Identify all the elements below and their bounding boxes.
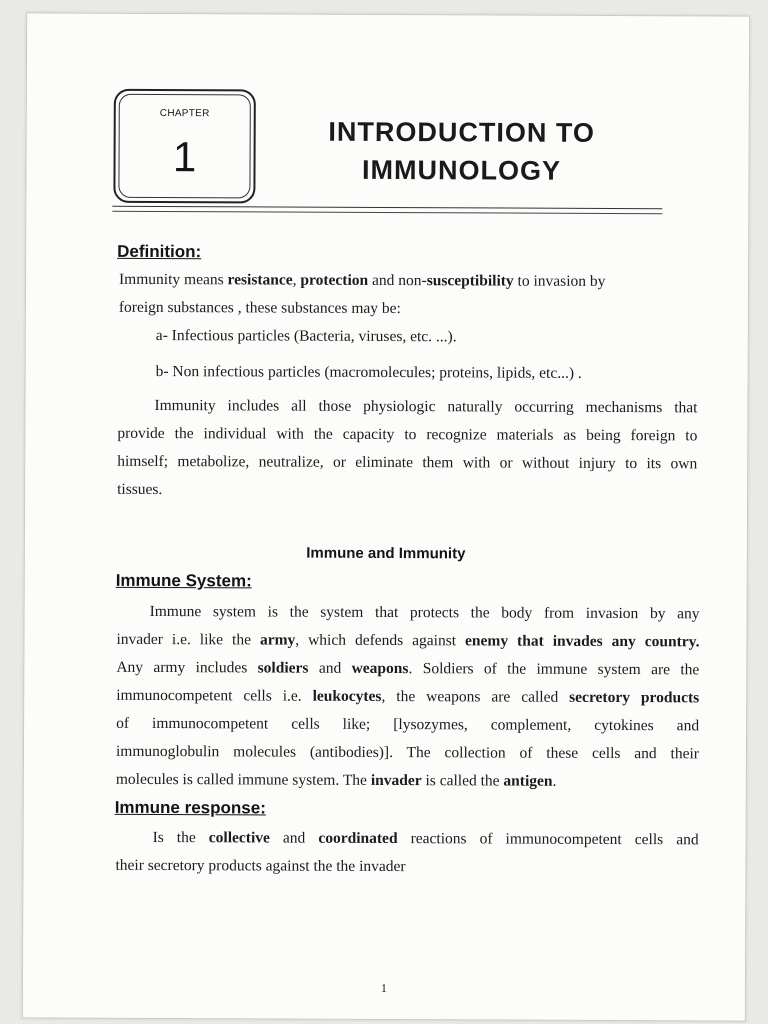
text-segment: , which defends against — [295, 631, 466, 650]
definition-paragraph-line-1: Immunity includes all those physiologic naturally occurring mechanisms that — [154, 396, 698, 417]
text-segment: . Soldiers of the immune system are the — [408, 660, 700, 679]
definition-item-a: a- Infectious particles (Bacteria, viruses, etc. ...). — [155, 326, 457, 346]
text-segment: . — [552, 772, 557, 790]
text-segment: Immunity means — [118, 270, 228, 289]
text-segment: , the weapons are called — [381, 687, 570, 706]
bold-term: resistance — [227, 271, 293, 289]
text-segment: Any army includes — [116, 658, 258, 677]
text-segment: , — [292, 271, 301, 289]
text-segment: their secretory products against the the invader — [115, 856, 406, 876]
document-page — [22, 12, 750, 1021]
immune-response-line-2 — [115, 852, 698, 883]
bold-term: weapons — [351, 659, 409, 678]
bold-term: invader — [370, 771, 422, 790]
immune-system-line-6 — [116, 738, 699, 769]
immune-system-line-5 — [116, 710, 699, 741]
chapter-title-line-2: IMMUNOLOGY — [361, 154, 562, 186]
bold-term: protection — [300, 271, 369, 289]
text-segment: reactions of immunocompetent cells and — [397, 830, 699, 849]
bold-term: enemy that invades any country. — [465, 632, 700, 651]
bold-term: army — [259, 631, 296, 649]
definition-item-b: b- Non infectious particles (macromolecules; proteins, lipids, etc...) . — [155, 362, 582, 382]
definition-paragraph-line-2: provide the individual with the capacity to recognize materials as being foreign to — [117, 424, 698, 445]
title-divider-bottom — [112, 211, 662, 214]
bold-term: antigen — [503, 772, 553, 790]
definition-intro — [119, 266, 659, 324]
definition-intro-line-2: foreign substances , these substances may be: — [118, 298, 401, 318]
text-segment: and — [308, 659, 352, 677]
definition-heading: Definition: — [117, 241, 202, 262]
immune-system-line-7 — [116, 766, 699, 797]
chapter-label: CHAPTER — [159, 108, 210, 120]
bold-term: leukocytes — [312, 687, 382, 705]
text-segment: and — [269, 829, 319, 847]
definition-paragraph-line-3: himself; metabolize, neutralize, or eliminate them with or without injury to its own — [117, 452, 698, 473]
immune-system-paragraph — [116, 598, 700, 797]
bold-term: soldiers — [257, 659, 309, 677]
chapter-number: 1 — [172, 133, 197, 181]
bold-term: susceptibility — [426, 272, 514, 290]
title-divider-top — [112, 206, 662, 209]
immune-response-line-1 — [116, 824, 699, 855]
immune-and-immunity-heading: Immune and Immunity — [306, 544, 466, 563]
chapter-title-line-1: INTRODUCTION TO — [328, 116, 595, 148]
definition-list — [156, 322, 666, 388]
immune-system-line-3 — [116, 654, 699, 685]
text-segment: is called the — [421, 772, 504, 790]
text-segment: invader i.e. like the — [116, 630, 261, 649]
text-segment: and non- — [368, 271, 427, 290]
text-segment: Is the — [152, 828, 209, 847]
page-number: 1 — [380, 980, 387, 996]
immune-system-line-2 — [116, 626, 699, 657]
immune-response-heading: Immune response: — [114, 797, 266, 818]
definition-intro-line-1 — [119, 266, 659, 296]
immune-system-line-4 — [116, 682, 699, 713]
bold-term: secretory products — [569, 688, 700, 707]
text-segment: immunoglobulin molecules (antibodies)]. The collection of these cells and their — [115, 742, 700, 763]
chapter-badge — [113, 89, 255, 204]
definition-paragraph — [117, 392, 697, 507]
text-segment: Immune system is the system that protects the body from invasion by any — [149, 602, 700, 623]
definition-paragraph-line-4: tissues. — [117, 480, 163, 499]
text-segment: of immunocompetent cells like; [lysozymes, complement, cytokines and — [116, 714, 700, 735]
bold-term: coordinated — [318, 829, 398, 848]
chapter-title — [286, 113, 636, 191]
bold-term: collective — [208, 829, 270, 847]
text-segment: immunocompetent cells i.e. — [116, 686, 313, 705]
text-segment: to invasion by — [513, 272, 606, 290]
immune-response-paragraph — [115, 824, 698, 883]
immune-system-line-1 — [117, 598, 700, 629]
text-segment: molecules is called immune system. The — [115, 770, 371, 789]
immune-system-heading: Immune System: — [115, 570, 252, 591]
